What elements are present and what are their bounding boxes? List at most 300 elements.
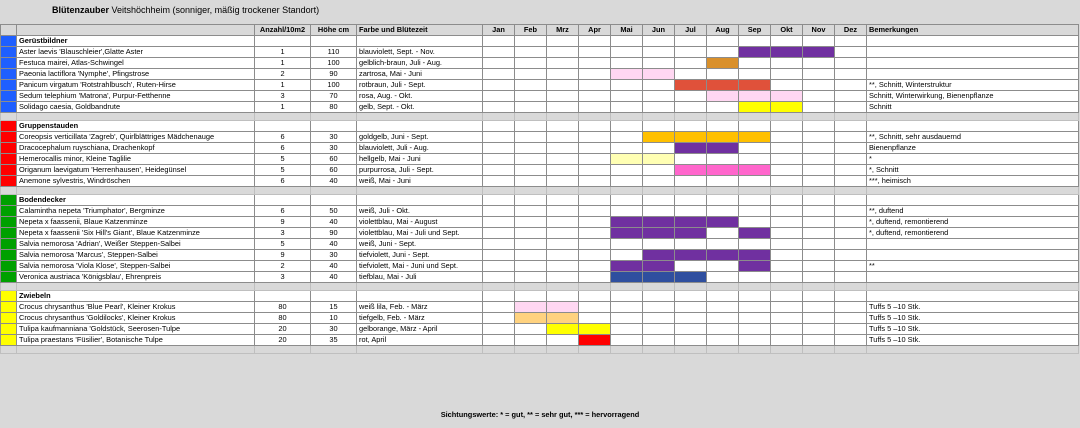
plant-height: 100: [311, 80, 357, 91]
bloom-month-cell: [803, 272, 835, 283]
bloom-month-cell: [515, 217, 547, 228]
bloom-month-cell: [547, 302, 579, 313]
plant-name: Anemone sylvestris, Windröschen: [17, 176, 255, 187]
bloom-month-cell: [579, 165, 611, 176]
separator-cell: [675, 187, 707, 195]
bloom-month-cell: [803, 261, 835, 272]
bloom-month-cell: [611, 302, 643, 313]
bloom-month-cell: [643, 165, 675, 176]
bloom-month-cell: [771, 102, 803, 113]
plant-count: 1: [255, 80, 311, 91]
bloom-month-cell: [643, 80, 675, 91]
plant-count: 20: [255, 324, 311, 335]
bloom-month-cell: [579, 206, 611, 217]
bloom-month-cell: [547, 102, 579, 113]
bloom-month-cell: [707, 324, 739, 335]
separator-cell: [611, 283, 643, 291]
bloom-month-cell: [707, 206, 739, 217]
separator-cell: [483, 283, 515, 291]
bloom-month-cell: [771, 69, 803, 80]
bloom-month-cell: [675, 250, 707, 261]
empty-cell: [311, 195, 357, 206]
empty-cell: [483, 291, 515, 302]
empty-cell: [835, 36, 867, 47]
plant-height: 110: [311, 47, 357, 58]
bloom-month-cell: [739, 261, 771, 272]
separator-cell: [835, 346, 867, 354]
column-header: Jul: [675, 25, 707, 36]
separator-cell: [771, 113, 803, 121]
bloom-month-cell: [707, 272, 739, 283]
column-header: Mai: [611, 25, 643, 36]
flower-color-period: rot, April: [357, 335, 483, 346]
group-name: Bodendecker: [17, 195, 255, 206]
table-row: [1, 313, 1079, 324]
separator-cell: [515, 113, 547, 121]
empty-cell: [835, 121, 867, 132]
bloom-month-cell: [483, 313, 515, 324]
separator-cell: [707, 113, 739, 121]
bloom-month-cell: [675, 272, 707, 283]
plant-note: Tuffs 5 –10 Stk.: [867, 313, 1079, 324]
bloom-month-cell: [643, 69, 675, 80]
group-color-marker: [1, 47, 17, 58]
plant-note: *, duftend, remontierend: [867, 217, 1079, 228]
bloom-month-cell: [579, 302, 611, 313]
plant-note: Tuffs 5 –10 Stk.: [867, 302, 1079, 313]
plant-note: **, duftend: [867, 206, 1079, 217]
separator-cell: [771, 283, 803, 291]
plant-height: 60: [311, 165, 357, 176]
separator-cell: [867, 187, 1079, 195]
separator-cell: [675, 346, 707, 354]
plant-height: 90: [311, 69, 357, 80]
plant-note: *, duftend, remontierend: [867, 228, 1079, 239]
separator-cell: [483, 187, 515, 195]
bloom-month-cell: [803, 154, 835, 165]
bloom-month-cell: [739, 176, 771, 187]
bloom-month-cell: [835, 102, 867, 113]
plant-name: Nepeta x faassenii 'Six Hill's Giant', Blaue Katzenminze: [17, 228, 255, 239]
empty-cell: [643, 121, 675, 132]
bloom-month-cell: [579, 91, 611, 102]
bloom-month-cell: [675, 165, 707, 176]
bloom-month-cell: [547, 228, 579, 239]
bloom-month-cell: [547, 217, 579, 228]
separator-cell: [579, 187, 611, 195]
column-header: Jan: [483, 25, 515, 36]
empty-cell: [835, 291, 867, 302]
empty-cell: [675, 195, 707, 206]
empty-cell: [357, 291, 483, 302]
bloom-month-cell: [835, 80, 867, 91]
empty-cell: [675, 36, 707, 47]
bloom-month-cell: [547, 335, 579, 346]
table-row: [1, 239, 1079, 250]
bloom-month-cell: [707, 165, 739, 176]
column-header: Nov: [803, 25, 835, 36]
separator-cell: [643, 187, 675, 195]
bloom-month-cell: [739, 165, 771, 176]
bloom-month-cell: [483, 176, 515, 187]
bloom-month-cell: [771, 58, 803, 69]
bloom-month-cell: [835, 261, 867, 272]
plant-name: Crocus chrysanthus 'Goldilocks', Kleiner Krokus: [17, 313, 255, 324]
bloom-month-cell: [643, 154, 675, 165]
bloom-month-cell: [739, 228, 771, 239]
bloom-month-cell: [515, 102, 547, 113]
empty-cell: [515, 291, 547, 302]
bloom-month-cell: [803, 206, 835, 217]
column-header: Jun: [643, 25, 675, 36]
separator-cell: [17, 113, 255, 121]
empty-cell: [707, 121, 739, 132]
plant-note: Bienenpflanze: [867, 143, 1079, 154]
empty-cell: [311, 121, 357, 132]
bloom-month-cell: [675, 58, 707, 69]
bloom-month-cell: [771, 228, 803, 239]
group-color-marker: [1, 154, 17, 165]
empty-cell: [547, 121, 579, 132]
bloom-month-cell: [707, 80, 739, 91]
flower-color-period: weiß, Juli - Okt.: [357, 206, 483, 217]
bloom-month-cell: [643, 313, 675, 324]
bloom-month-cell: [675, 69, 707, 80]
separator-cell: [707, 187, 739, 195]
bloom-month-cell: [643, 239, 675, 250]
bloom-month-cell: [611, 228, 643, 239]
bloom-month-cell: [835, 47, 867, 58]
bloom-month-cell: [835, 154, 867, 165]
flower-color-period: gelb, Sept. - Okt.: [357, 102, 483, 113]
bloom-month-cell: [643, 261, 675, 272]
bloom-month-cell: [643, 47, 675, 58]
bloom-month-cell: [675, 154, 707, 165]
empty-cell: [867, 291, 1079, 302]
bloom-month-cell: [675, 228, 707, 239]
plant-count: 6: [255, 206, 311, 217]
separator-cell: [311, 187, 357, 195]
bloom-month-cell: [579, 324, 611, 335]
bloom-month-cell: [707, 313, 739, 324]
group-color-marker: [1, 69, 17, 80]
bloom-month-cell: [515, 239, 547, 250]
bloom-month-cell: [803, 217, 835, 228]
plant-count: 80: [255, 313, 311, 324]
plant-count: 2: [255, 261, 311, 272]
group-color-marker: [1, 206, 17, 217]
flower-color-period: weiß, Juni - Sept.: [357, 239, 483, 250]
separator-cell: [255, 187, 311, 195]
separator-cell: [515, 283, 547, 291]
bloom-month-cell: [835, 272, 867, 283]
plant-count: 2: [255, 69, 311, 80]
bloom-month-cell: [835, 176, 867, 187]
bloom-month-cell: [611, 165, 643, 176]
bloom-month-cell: [675, 143, 707, 154]
bloom-month-cell: [771, 313, 803, 324]
flower-color-period: rotbraun, Juli - Sept.: [357, 80, 483, 91]
bloom-month-cell: [579, 143, 611, 154]
flower-color-period: violettblau, Mai - August: [357, 217, 483, 228]
bloom-month-cell: [483, 58, 515, 69]
bloom-month-cell: [515, 132, 547, 143]
bloom-month-cell: [707, 58, 739, 69]
bloom-month-cell: [707, 228, 739, 239]
empty-cell: [867, 36, 1079, 47]
bloom-month-cell: [483, 239, 515, 250]
bloom-month-cell: [611, 206, 643, 217]
plant-name: Paeonia lactiflora 'Nymphe', Pfingstrose: [17, 69, 255, 80]
empty-cell: [547, 195, 579, 206]
bloom-month-cell: [771, 165, 803, 176]
group-color-marker: [1, 143, 17, 154]
bloom-month-cell: [579, 335, 611, 346]
bloom-month-cell: [515, 206, 547, 217]
bloom-month-cell: [483, 165, 515, 176]
bloom-month-cell: [547, 154, 579, 165]
separator-cell: [17, 346, 255, 354]
separator-cell: [867, 113, 1079, 121]
plant-name: Veronica austriaca 'Königsblau', Ehrenpreis: [17, 272, 255, 283]
flower-color-period: goldgelb, Juni - Sept.: [357, 132, 483, 143]
bloom-month-cell: [707, 302, 739, 313]
bloom-month-cell: [483, 47, 515, 58]
group-color-marker: [1, 58, 17, 69]
bloom-month-cell: [707, 217, 739, 228]
bloom-month-cell: [707, 154, 739, 165]
separator-cell: [547, 283, 579, 291]
bloom-month-cell: [483, 69, 515, 80]
plant-note: [867, 58, 1079, 69]
plant-name: Salvia nemorosa 'Adrian', Weißer Steppen-Salbei: [17, 239, 255, 250]
plant-count: 6: [255, 132, 311, 143]
plant-note: [867, 239, 1079, 250]
bloom-month-cell: [483, 302, 515, 313]
table-row: [1, 132, 1079, 143]
group-color-marker: [1, 165, 17, 176]
flower-color-period: violettblau, Mai - Juli und Sept.: [357, 228, 483, 239]
bloom-month-cell: [483, 272, 515, 283]
bloom-month-cell: [803, 47, 835, 58]
plant-name: Nepeta x faassenii, Blaue Katzenminze: [17, 217, 255, 228]
plant-name: Tulipa praestans 'Füsilier', Botanische Tulpe: [17, 335, 255, 346]
empty-cell: [357, 121, 483, 132]
separator-cell: [835, 187, 867, 195]
column-header: Apr: [579, 25, 611, 36]
group-color-marker: [1, 195, 17, 206]
plant-height: 30: [311, 132, 357, 143]
plant-name: Salvia nemorosa 'Marcus', Steppen-Salbei: [17, 250, 255, 261]
bloom-month-cell: [515, 250, 547, 261]
bloom-month-cell: [611, 217, 643, 228]
separator-cell: [835, 283, 867, 291]
plant-note: *: [867, 154, 1079, 165]
flower-color-period: tiefblau, Mai - Juli: [357, 272, 483, 283]
bloom-month-cell: [803, 302, 835, 313]
plant-height: 40: [311, 217, 357, 228]
separator-cell: [1, 187, 17, 195]
bloom-month-cell: [803, 132, 835, 143]
bloom-month-cell: [675, 91, 707, 102]
empty-cell: [707, 195, 739, 206]
bloom-month-cell: [483, 102, 515, 113]
plant-note: *, Schnitt: [867, 165, 1079, 176]
separator-cell: [515, 187, 547, 195]
bloom-month-cell: [515, 272, 547, 283]
group-color-marker: [1, 239, 17, 250]
empty-cell: [707, 291, 739, 302]
empty-cell: [739, 291, 771, 302]
bloom-month-cell: [547, 261, 579, 272]
empty-cell: [867, 121, 1079, 132]
separator-cell: [1, 283, 17, 291]
bloom-month-cell: [483, 335, 515, 346]
empty-cell: [579, 291, 611, 302]
separator-cell: [611, 113, 643, 121]
bloom-month-cell: [835, 58, 867, 69]
bloom-month-cell: [579, 132, 611, 143]
flower-color-period: weiß lila, Feb. - März: [357, 302, 483, 313]
bloom-month-cell: [675, 206, 707, 217]
bloom-month-cell: [835, 250, 867, 261]
group-color-marker: [1, 313, 17, 324]
separator-cell: [739, 187, 771, 195]
plant-count: 3: [255, 91, 311, 102]
flower-color-period: tiefviolett, Mai - Juni und Sept.: [357, 261, 483, 272]
bloom-month-cell: [579, 47, 611, 58]
bloom-month-cell: [739, 132, 771, 143]
empty-cell: [707, 36, 739, 47]
separator-cell: [611, 187, 643, 195]
plant-height: 30: [311, 250, 357, 261]
plant-count: 5: [255, 239, 311, 250]
group-name: Gruppenstauden: [17, 121, 255, 132]
empty-cell: [483, 195, 515, 206]
separator-cell: [803, 346, 835, 354]
header-blank: [1, 25, 17, 36]
separator-cell: [867, 346, 1079, 354]
plant-height: 10: [311, 313, 357, 324]
bloom-month-cell: [771, 176, 803, 187]
plant-height: 80: [311, 102, 357, 113]
bloom-month-cell: [707, 91, 739, 102]
separator-cell: [739, 113, 771, 121]
empty-cell: [803, 121, 835, 132]
bloom-month-cell: [547, 91, 579, 102]
plant-name: Origanum laevigatum 'Herrenhausen', Heidegünsel: [17, 165, 255, 176]
bloom-month-cell: [611, 143, 643, 154]
table-row: [1, 165, 1079, 176]
flower-color-period: tiefviolett, Juni - Sept.: [357, 250, 483, 261]
plant-name: Calamintha nepeta 'Triumphator', Bergminze: [17, 206, 255, 217]
separator-cell: [17, 187, 255, 195]
column-header: Mrz: [547, 25, 579, 36]
empty-cell: [547, 36, 579, 47]
separator-cell: [643, 283, 675, 291]
plant-count: 5: [255, 154, 311, 165]
bloom-month-cell: [547, 47, 579, 58]
flower-color-period: gelborange, März - April: [357, 324, 483, 335]
bloom-month-cell: [675, 47, 707, 58]
bloom-month-cell: [515, 91, 547, 102]
separator-cell: [357, 283, 483, 291]
plant-name: Festuca mairei, Atlas-Schwingel: [17, 58, 255, 69]
separator-cell: [611, 346, 643, 354]
bloom-month-cell: [739, 250, 771, 261]
bloom-month-cell: [643, 250, 675, 261]
bloom-month-cell: [611, 69, 643, 80]
group-header: [1, 195, 1079, 206]
bloom-month-cell: [835, 217, 867, 228]
separator-cell: [643, 346, 675, 354]
group-separator: [1, 346, 1079, 354]
bloom-month-cell: [739, 324, 771, 335]
bloom-month-cell: [483, 228, 515, 239]
empty-cell: [515, 195, 547, 206]
bloom-month-cell: [483, 206, 515, 217]
plant-table: [0, 24, 1079, 354]
plant-count: 6: [255, 176, 311, 187]
plant-note: [867, 250, 1079, 261]
separator-cell: [675, 113, 707, 121]
bloom-month-cell: [835, 165, 867, 176]
separator-cell: [547, 346, 579, 354]
separator-cell: [803, 113, 835, 121]
table-row: [1, 324, 1079, 335]
bloom-month-cell: [547, 80, 579, 91]
bloom-month-cell: [739, 239, 771, 250]
bloom-month-cell: [675, 324, 707, 335]
bloom-month-cell: [547, 143, 579, 154]
empty-cell: [579, 36, 611, 47]
bloom-month-cell: [515, 154, 547, 165]
group-color-marker: [1, 102, 17, 113]
separator-cell: [255, 346, 311, 354]
bloom-month-cell: [643, 58, 675, 69]
bloom-month-cell: [611, 261, 643, 272]
flower-color-period: purpurrosa, Juli - Sept.: [357, 165, 483, 176]
plant-height: 30: [311, 143, 357, 154]
separator-cell: [1, 113, 17, 121]
plant-note: **, Schnitt, sehr ausdauernd: [867, 132, 1079, 143]
plant-count: 1: [255, 58, 311, 69]
bloom-month-cell: [803, 80, 835, 91]
bloom-month-cell: [835, 132, 867, 143]
separator-cell: [357, 187, 483, 195]
bloom-month-cell: [707, 143, 739, 154]
separator-cell: [357, 113, 483, 121]
empty-cell: [835, 195, 867, 206]
separator-cell: [547, 187, 579, 195]
bloom-month-cell: [579, 239, 611, 250]
bloom-month-cell: [547, 250, 579, 261]
bloom-month-cell: [547, 176, 579, 187]
table-row: [1, 335, 1079, 346]
column-header: Sep: [739, 25, 771, 36]
separator-cell: [357, 346, 483, 354]
bloom-month-cell: [739, 154, 771, 165]
empty-cell: [255, 36, 311, 47]
bloom-month-cell: [515, 335, 547, 346]
separator-cell: [483, 346, 515, 354]
bloom-month-cell: [611, 239, 643, 250]
plant-count: 6: [255, 143, 311, 154]
bloom-month-cell: [611, 91, 643, 102]
header-blank: [17, 25, 255, 36]
flower-color-period: blauviolett, Juli - Aug.: [357, 143, 483, 154]
bloom-month-cell: [611, 47, 643, 58]
